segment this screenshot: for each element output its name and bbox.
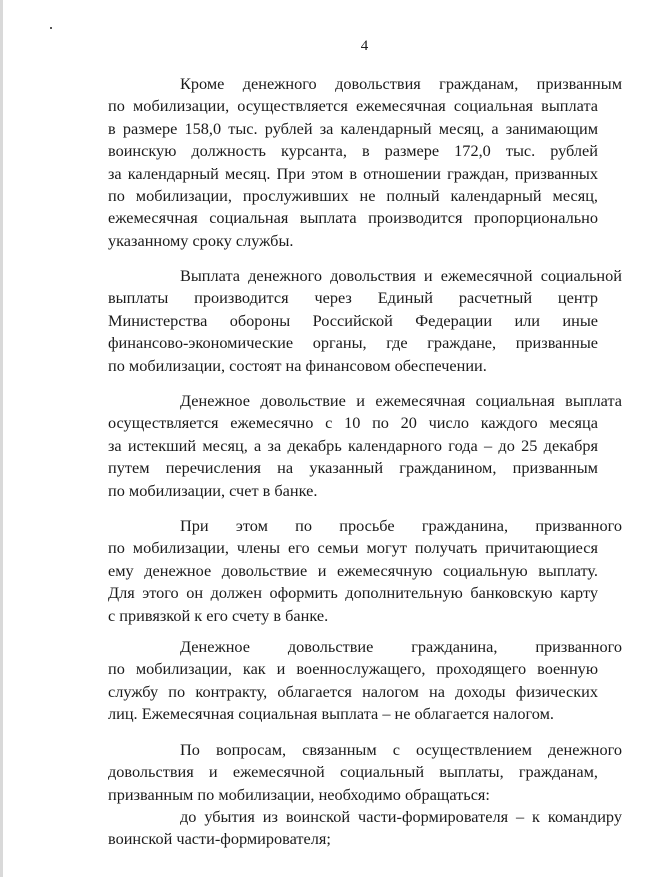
text-line (108, 95, 598, 117)
text-line-content: по мобилизации, члены его семьи могут получать причитающиеся (108, 538, 598, 558)
text-line (108, 560, 598, 582)
text-line (108, 265, 622, 287)
text-line-content: воинской части-формирователя; (108, 829, 331, 849)
paragraph-payment-schedule (108, 390, 622, 502)
text-line (108, 658, 598, 680)
paragraph-contacts-item (108, 806, 622, 851)
text-line (108, 118, 598, 140)
text-line-content: Денежное довольствие гражданина, призванного (180, 637, 622, 656)
text-line (108, 537, 598, 559)
text-line (108, 784, 598, 806)
scan-speck (50, 27, 52, 29)
text-line-content: Министерства обороны Российской Федерации или иные (108, 310, 598, 330)
text-line-content: ежемесячная социальная выплата производится пропорционально (108, 208, 598, 228)
text-line (108, 435, 598, 457)
text-line-content: путем перечисления на указанный гражданином, призванным (108, 458, 598, 478)
text-line-content: по мобилизации, как и военнослужащего, проходящего военную (108, 659, 598, 679)
text-line (108, 140, 598, 162)
text-line-content: воинскую должность курсанта, в размере 172,0 тыс. рублей (108, 141, 598, 161)
text-line (108, 605, 598, 627)
text-line (108, 73, 622, 95)
text-line (108, 681, 598, 703)
text-line (108, 457, 598, 479)
text-line (108, 310, 598, 332)
text-line (108, 207, 598, 229)
paragraph-contacts (108, 739, 622, 806)
text-line (108, 636, 622, 658)
text-line-content: указанному сроку службы. (108, 230, 294, 250)
paragraph-family-access (108, 515, 622, 627)
text-line (108, 230, 598, 252)
text-line (108, 828, 598, 850)
text-line (108, 163, 598, 185)
text-line (108, 582, 598, 604)
text-line-content: за календарный месяц. При этом в отношении граждан, призванных (108, 163, 598, 183)
page-edge (0, 0, 3, 877)
text-line-content: службу по контракту, облагается налогом на доходы физических (108, 681, 598, 701)
text-line (108, 412, 598, 434)
text-line-content: По вопросам, связанным с осуществлением денежного (180, 740, 622, 759)
text-line-content: Для этого он должен оформить дополнительную банковскую карту (108, 583, 598, 603)
text-line (108, 739, 622, 761)
text-line-content: до убытия из воинской части-формирователя – к командиру (180, 807, 622, 826)
text-line-content: призванным по мобилизации, необходимо обращаться: (108, 784, 490, 804)
text-line-content: довольствия и ежемесячной социальный выплаты, гражданам, (108, 762, 598, 782)
text-line (108, 332, 598, 354)
text-line (108, 806, 622, 828)
text-line-content: за истекший месяц, а за декабрь календарного года – до 25 декабря (108, 435, 598, 455)
text-line (108, 390, 622, 412)
text-line-content: финансово-экономические органы, где граждане, призванные (108, 333, 598, 353)
text-line-content: Кроме денежного довольствия гражданам, призванным (180, 74, 622, 93)
text-line-content: осуществляется ежемесячно с 10 по 20 число каждого месяца (108, 413, 598, 433)
text-line (108, 480, 598, 502)
text-line-content: При этом по просьбе гражданина, призванного (180, 516, 622, 535)
text-line-content: по мобилизации, счет в банке. (108, 480, 318, 500)
text-line (108, 287, 598, 309)
text-line-content: выплаты производится через Единый расчетный центр (108, 288, 598, 308)
text-line-content: по мобилизации, состоят на финансовом обеспечении. (108, 355, 487, 375)
paragraph-taxation (108, 636, 622, 726)
text-line-content: Выплата денежного довольствия и ежемесячной социальной (180, 266, 622, 285)
text-line (108, 761, 598, 783)
text-line (108, 515, 622, 537)
text-line-content: Денежное довольствие и ежемесячная социальная выплата (180, 391, 622, 410)
page-number: 4 (360, 38, 369, 54)
text-line (108, 355, 598, 377)
text-line-content: в размере 158,0 тыс. рублей за календарный месяц, а занимающим (108, 118, 598, 138)
text-line-content: с привязкой к его счету в банке. (108, 605, 329, 625)
paragraph-payment-channel (108, 265, 622, 377)
text-line-content: по мобилизации, прослуживших не полный календарный месяц, (108, 185, 598, 205)
text-line-content: лиц. Ежемесячная социальная выплата – не облагается налогом. (108, 704, 554, 724)
text-line (108, 185, 598, 207)
text-line (108, 703, 598, 725)
paragraph-monthly-payment (108, 73, 622, 252)
text-line-content: по мобилизации, осуществляется ежемесячная социальная выплата (108, 96, 598, 116)
text-line-content: ему денежное довольствие и ежемесячную социальную выплату. (108, 560, 598, 580)
